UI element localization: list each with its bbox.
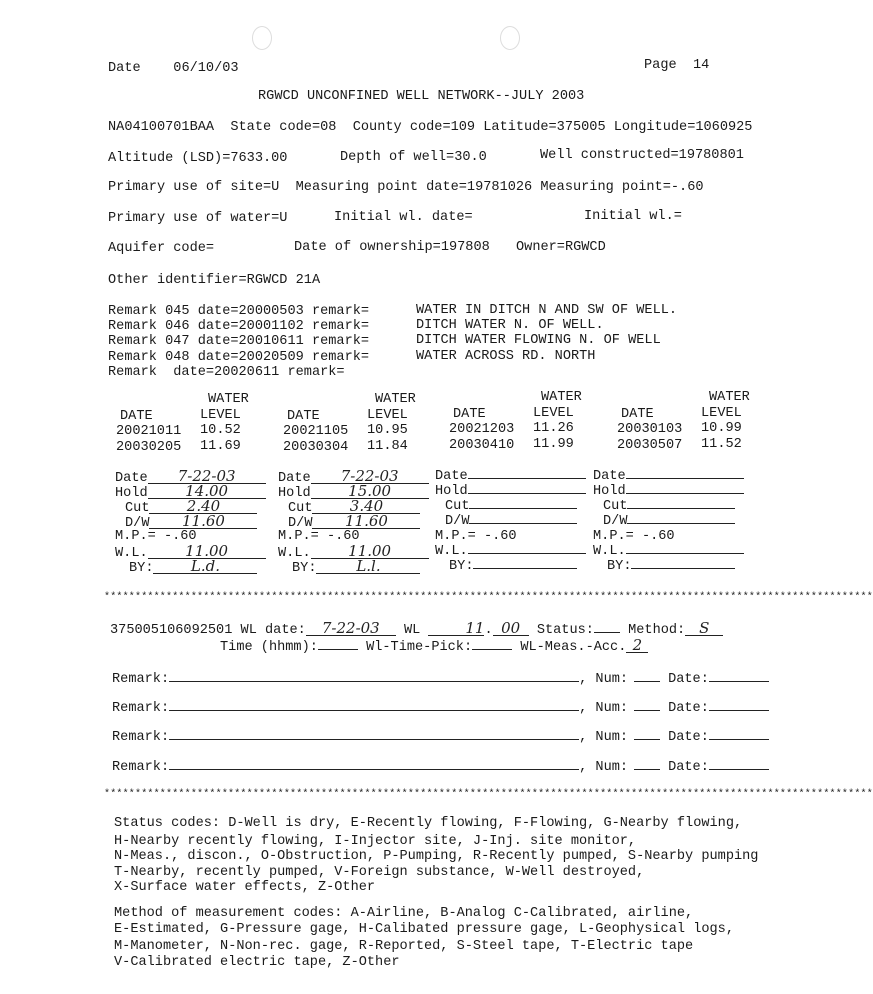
remark-meta: Remark date=20020611 remark= xyxy=(108,364,345,380)
num-field[interactable] xyxy=(634,697,660,711)
form-label-wl: W.L. xyxy=(278,546,311,561)
form-field-dw[interactable] xyxy=(627,523,735,524)
form-field-cut[interactable] xyxy=(627,508,735,509)
level-date: 20021105 xyxy=(283,424,349,439)
form-row-by xyxy=(449,559,577,575)
form-label-date: Date xyxy=(435,469,468,484)
wl-date-label: WL date: xyxy=(240,623,306,638)
status-code-line: T-Nearby, recently pumped, V-Foreign substance, W-Well destroyed, xyxy=(114,864,645,880)
form-label-hold: Hold xyxy=(278,486,311,501)
form-field-wl[interactable] xyxy=(468,553,586,554)
use-water: Primary use of water=U xyxy=(108,211,288,226)
form-label-dw: D/W xyxy=(288,516,313,531)
remark-text: DITCH WATER FLOWING N. OF WELL xyxy=(416,333,661,349)
page-label: Page xyxy=(644,58,677,73)
remark-line xyxy=(112,756,769,776)
header-level: LEVEL xyxy=(701,406,742,421)
wl-int-field[interactable]: 11 xyxy=(428,621,484,636)
form-field-cut[interactable]: 3.40 xyxy=(312,499,420,514)
form-label-date: Date xyxy=(593,469,626,484)
level-date: 20030507 xyxy=(617,438,683,453)
remark-field[interactable] xyxy=(169,726,579,740)
remark-field[interactable] xyxy=(169,697,579,711)
form-label-mp: M.P.= -.60 xyxy=(435,529,517,544)
form-field-date[interactable] xyxy=(468,478,586,479)
form-row-cut xyxy=(603,499,735,515)
status-code-line: H-Nearby recently flowing, I-Injector site, J-Inj. site monitor, xyxy=(114,833,637,849)
level-date: 20030205 xyxy=(116,440,182,455)
form-row-by xyxy=(292,559,420,577)
page-number: 14 xyxy=(692,58,710,73)
use-site: Primary use of site=U Measuring point date=19781026 Measuring point=-.60 xyxy=(108,180,704,195)
remark-line xyxy=(112,697,769,717)
aquifer: Aquifer code= xyxy=(108,241,215,256)
date-field[interactable] xyxy=(709,668,769,682)
remark-meta: Remark 046 date=20001102 remark= xyxy=(108,319,370,335)
date-label: Date: xyxy=(668,760,709,775)
remark-text: DITCH WATER N. OF WELL. xyxy=(416,318,604,334)
form-field-by[interactable]: L.d. xyxy=(153,559,257,574)
level-value: 11.26 xyxy=(533,421,574,436)
punch-hole xyxy=(500,26,520,50)
form-row-hold xyxy=(435,484,586,500)
doc-title: RGWCD UNCONFINED WELL NETWORK--JULY 2003 xyxy=(258,89,585,104)
date-value: 06/10/03 xyxy=(173,61,239,76)
header-water: WATER xyxy=(709,390,750,405)
header-date: DATE xyxy=(120,409,153,424)
num-field[interactable] xyxy=(634,756,660,770)
header-date: DATE xyxy=(621,407,654,422)
form-label-hold: Hold xyxy=(435,484,468,499)
form-row-date xyxy=(435,469,586,485)
form-row-date xyxy=(593,469,744,485)
form-label-dw: D/W xyxy=(445,514,470,529)
header-level: LEVEL xyxy=(367,408,408,423)
depth: Depth of well=30.0 xyxy=(340,150,487,165)
form-field-wl[interactable] xyxy=(626,553,744,554)
header-date: DATE xyxy=(287,409,320,424)
form-label-date: Date xyxy=(115,471,148,486)
site-id: 375005106092501 xyxy=(110,623,233,638)
num-label: , Num: xyxy=(579,701,629,716)
other-id: Other identifier=RGWCD 21A xyxy=(108,273,321,288)
method-field[interactable]: S xyxy=(685,621,723,636)
owner: Owner=RGWCD xyxy=(516,240,606,255)
form-field-date[interactable]: 7-22-03 xyxy=(148,469,266,484)
form-field-date[interactable]: 7-22-03 xyxy=(311,469,429,484)
form-field-dw[interactable]: 11.60 xyxy=(312,514,420,529)
remark-line xyxy=(112,726,769,746)
num-field[interactable] xyxy=(634,726,660,740)
remark-meta: Remark 048 date=20020509 remark= xyxy=(108,349,370,365)
wl-date-field[interactable]: 7-22-03 xyxy=(306,621,396,636)
header-water: WATER xyxy=(375,392,416,407)
date-label: Date: xyxy=(668,730,709,745)
entry-line: 375005106092501 WL date: 7-22-03 WL 11. 00 Status: Method: S xyxy=(110,619,723,639)
level-value: 10.95 xyxy=(367,423,408,438)
form-field-hold[interactable] xyxy=(626,493,744,494)
level-value: 11.99 xyxy=(533,437,574,452)
header-date: DATE xyxy=(453,407,486,422)
acc-field[interactable]: 2 xyxy=(626,638,648,653)
form-field-wl[interactable]: 11.00 xyxy=(311,544,429,559)
form-row-mp xyxy=(593,529,675,545)
remark-meta: Remark 045 date=20000503 remark= xyxy=(108,304,370,319)
form-label-mp: M.P.= -.60 xyxy=(593,529,675,544)
date-field[interactable] xyxy=(709,726,769,740)
initial-wl: Initial wl.= xyxy=(584,209,682,224)
form-label-cut: Cut xyxy=(445,499,470,514)
pick-field[interactable] xyxy=(472,636,512,650)
form-label-by: BY: xyxy=(129,561,154,576)
pick-label: Wl-Time-Pick: xyxy=(366,640,473,655)
form-field-by[interactable] xyxy=(631,568,735,569)
num-label: , Num: xyxy=(579,672,629,687)
form-field-wl[interactable]: 11.00 xyxy=(148,544,266,559)
date-label: Date xyxy=(108,61,141,76)
status-label: Status: xyxy=(536,623,594,638)
level-value: 11.69 xyxy=(200,439,241,454)
form-field-hold[interactable] xyxy=(468,493,586,494)
entry-line2 xyxy=(220,636,648,656)
method-label: Method: xyxy=(628,623,686,638)
form-label-mp: M.P.= -.60 xyxy=(115,529,197,544)
form-field-hold[interactable]: 15.00 xyxy=(311,484,429,499)
remark-label: Remark: xyxy=(112,701,170,716)
date-label: Date: xyxy=(668,672,709,687)
form-label-by: BY: xyxy=(292,561,317,576)
form-row-dw xyxy=(603,514,735,530)
remark-field[interactable] xyxy=(169,668,579,682)
time-label: Time (hhmm): xyxy=(220,640,318,655)
level-date: 20021011 xyxy=(116,424,182,439)
method-code-line: Method of measurement codes: A-Airline, B-Analog C-Calibrated, airline, xyxy=(114,906,694,921)
method-code-line: E-Estimated, G-Pressure gage, H-Calibated pressure gage, L-Geophysical logs, xyxy=(114,921,734,937)
form-label-wl: W.L. xyxy=(435,544,468,559)
level-value: 10.99 xyxy=(701,421,742,436)
form-row-hold xyxy=(593,484,744,500)
form-row-by xyxy=(607,559,735,575)
status-code-line: Status codes: D-Well is dry, E-Recently flowing, F-Flowing, G-Nearby flowing, xyxy=(114,816,743,831)
header-water: WATER xyxy=(541,390,582,405)
num-field[interactable] xyxy=(634,668,660,682)
form-label-dw: D/W xyxy=(603,514,628,529)
site-line1: NA04100701BAA State code=08 County code=109 Latitude=375005 Longitude=1060925 xyxy=(108,120,753,135)
form-field-hold[interactable]: 14.00 xyxy=(148,484,266,499)
num-label: , Num: xyxy=(579,760,629,775)
wl-dec-field[interactable]: 00 xyxy=(493,621,529,636)
header-level: LEVEL xyxy=(200,408,241,423)
form-label-date: Date xyxy=(278,471,311,486)
form-label-by: BY: xyxy=(607,559,632,574)
form-row-mp xyxy=(435,529,517,545)
date-label: Date: xyxy=(668,701,709,716)
status-code-line: N-Meas., discon., O-Obstruction, P-Pumping, R-Recently pumped, S-Nearby pumping xyxy=(114,849,759,864)
form-label-hold: Hold xyxy=(593,484,626,499)
form-field-cut[interactable] xyxy=(469,508,577,509)
form-field-dw[interactable]: 11.60 xyxy=(149,514,257,529)
level-date: 20021203 xyxy=(449,422,515,437)
punch-hole xyxy=(252,26,272,50)
initial-date: Initial wl. date= xyxy=(334,210,473,225)
form-label-cut: Cut xyxy=(603,499,628,514)
method-code-line: M-Manometer, N-Non-rec. gage, R-Reported, S-Steel tape, T-Electric tape xyxy=(114,939,694,954)
constructed: Well constructed=19780801 xyxy=(540,148,744,163)
level-value: 10.52 xyxy=(200,423,241,438)
form-field-by[interactable] xyxy=(473,568,577,569)
ownership-date: Date of ownership=197808 xyxy=(294,240,490,255)
altitude: Altitude (LSD)=7633.00 xyxy=(108,151,288,166)
form-label-cut: Cut xyxy=(125,501,150,516)
form-label-hold: Hold xyxy=(115,486,148,501)
form-row-dw xyxy=(445,514,577,530)
level-date: 20030410 xyxy=(449,438,515,453)
form-row-by xyxy=(129,559,257,577)
header-page xyxy=(644,58,709,74)
remark-label: Remark: xyxy=(112,672,170,687)
form-label-by: BY: xyxy=(449,559,474,574)
form-label-cut: Cut xyxy=(288,501,313,516)
remark-meta: Remark 047 date=20010611 remark= xyxy=(108,334,370,350)
header-date xyxy=(108,61,239,77)
form-label-dw: D/W xyxy=(125,516,150,531)
method-code-line: V-Calibrated electric tape, Z-Other xyxy=(114,954,400,970)
num-label: , Num: xyxy=(579,730,629,745)
level-date: 20030304 xyxy=(283,440,349,455)
form-field-cut[interactable]: 2.40 xyxy=(149,499,257,514)
form-field-by[interactable]: L.l. xyxy=(316,559,420,574)
wl-label: WL xyxy=(403,623,421,638)
remark-text: WATER IN DITCH N AND SW OF WELL. xyxy=(416,303,678,318)
header-water: WATER xyxy=(208,392,249,407)
form-field-dw[interactable] xyxy=(469,523,577,524)
status-field[interactable] xyxy=(594,619,620,633)
remark-text: WATER ACROSS RD. NORTH xyxy=(416,348,596,364)
header-level: LEVEL xyxy=(533,406,574,421)
form-row-wl xyxy=(593,544,744,560)
level-value: 11.84 xyxy=(367,439,408,454)
date-field[interactable] xyxy=(709,756,769,770)
remark-label: Remark: xyxy=(112,730,170,745)
time-field[interactable] xyxy=(318,636,358,650)
form-row-cut xyxy=(445,499,577,515)
form-label-wl: W.L. xyxy=(115,546,148,561)
remark-label: Remark: xyxy=(112,760,170,775)
status-code-line: X-Surface water effects, Z-Other xyxy=(114,880,376,895)
form-label-wl: W.L. xyxy=(593,544,626,559)
date-field[interactable] xyxy=(709,697,769,711)
separator: **************************************************************************************************************************** xyxy=(104,789,873,800)
remark-line xyxy=(112,668,769,688)
remark-field[interactable] xyxy=(169,756,579,770)
form-label-mp: M.P.= -.60 xyxy=(278,529,360,544)
form-row-wl xyxy=(435,544,586,560)
level-value: 11.52 xyxy=(701,437,742,452)
form-field-date[interactable] xyxy=(626,478,744,479)
acc-label: WL-Meas.-Acc. xyxy=(520,640,627,655)
separator: **************************************************************************************************************************** xyxy=(104,592,873,603)
level-date: 20030103 xyxy=(617,422,683,437)
